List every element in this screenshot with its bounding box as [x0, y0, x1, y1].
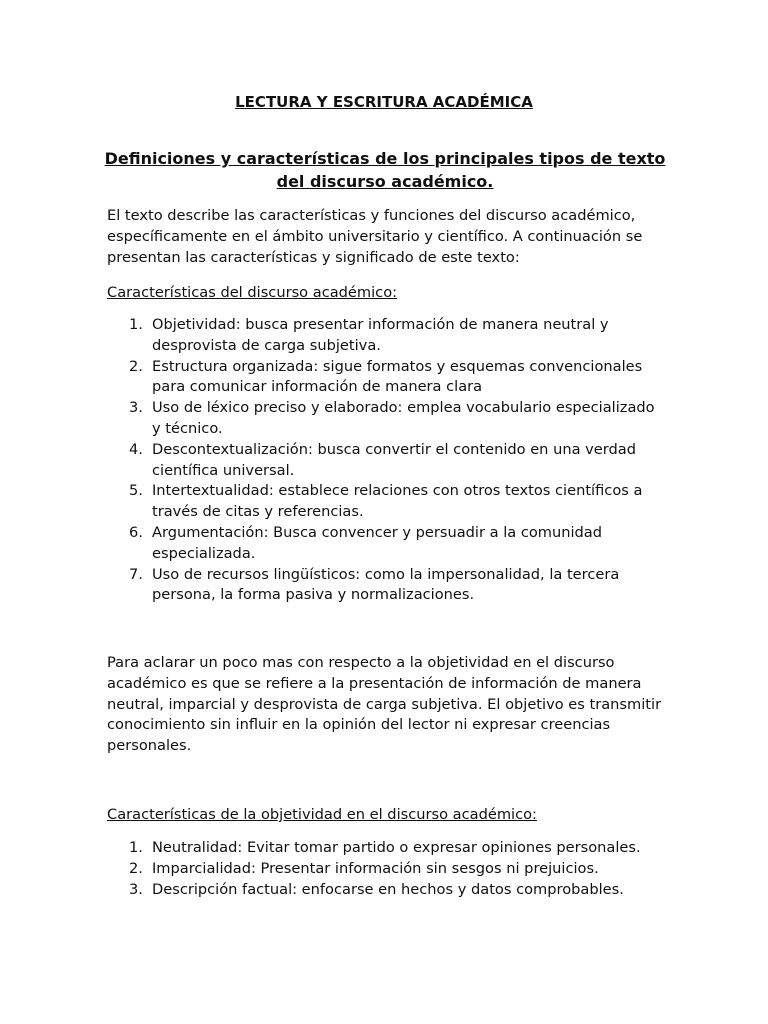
list-item-text: Objetividad: busca presentar información de manera neutral y desprovista de carga subjetiva. — [152, 316, 609, 354]
list-item — [107, 859, 667, 880]
list-item — [107, 398, 667, 440]
list-item-text: Uso de léxico preciso y elaborado: emplea vocabulario especializado y técnico. — [152, 399, 655, 437]
list-item-number: 1. — [129, 316, 143, 333]
section-heading-discourse: Características del discurso académico: — [107, 284, 398, 301]
discourse-characteristics-list — [107, 315, 667, 606]
list-item — [107, 523, 667, 565]
list-item-number: 7. — [129, 565, 143, 583]
list-item-number: 3. — [129, 399, 143, 417]
list-item — [107, 357, 667, 399]
list-item — [107, 838, 667, 859]
list-item-number: 6. — [129, 523, 143, 541]
list-item — [107, 315, 667, 357]
list-item-number: 5. — [129, 482, 143, 500]
list-item-text: Estructura organizada: sigue formatos y esquemas convencionales para comunicar información de manera clara — [152, 357, 643, 396]
list-item-text: Descontextualización: busca convertir el contenido en una verdad científica universal. — [152, 440, 636, 479]
list-item-text: Intertextualidad: establece relaciones con otros textos científicos a través de citas y referencias. — [152, 482, 643, 521]
list-item-number: 2. — [129, 357, 143, 375]
list-item-number: 3. — [129, 880, 143, 898]
list-item-text: Uso de recursos lingüísticos: como la impersonalidad, la tercera persona, la forma pasiva y normalizaciones. — [152, 565, 620, 604]
document-title: LECTURA Y ESCRITURA ACADÉMICA — [235, 93, 533, 111]
list-item-text: Argumentación: Busca convencer y persuadir a la comunidad especializada. — [152, 523, 603, 562]
intro-paragraph: El texto describe las características y funciones del discurso académico, específicamente en el ámbito universitario y científico. A continuación se presentan las características y significado de este texto: — [107, 207, 643, 266]
list-item-number: 4. — [129, 440, 143, 458]
list-item-text: Imparcialidad: Presentar información sin sesgos ni prejuicios. — [152, 859, 599, 877]
list-item — [107, 440, 667, 482]
list-item-number: 1. — [129, 839, 143, 856]
list-item-number: 2. — [129, 859, 143, 877]
list-item-text: Descripción factual: enfocarse en hechos y datos comprobables. — [152, 880, 624, 898]
objectivity-paragraph: Para aclarar un poco mas con respecto a la objetividad en el discurso académico es que se refiere a la presentación de información de manera neutral, imparcial y desprovista de carga subjetiva. El objetivo es transmitir conocimiento sin influir en la opinión del lector ni expresar creencias personales. — [107, 654, 662, 755]
document-subtitle: Definiciones y características de los principales tipos de texto del discurso académico. — [104, 149, 666, 191]
objectivity-characteristics-list — [107, 838, 667, 900]
list-item — [107, 481, 667, 523]
list-item — [107, 880, 667, 901]
section-heading-objectivity: Características de la objetividad en el discurso académico: — [107, 806, 537, 823]
list-item-text: Neutralidad: Evitar tomar partido o expresar opiniones personales. — [152, 839, 641, 856]
list-item — [107, 565, 667, 607]
